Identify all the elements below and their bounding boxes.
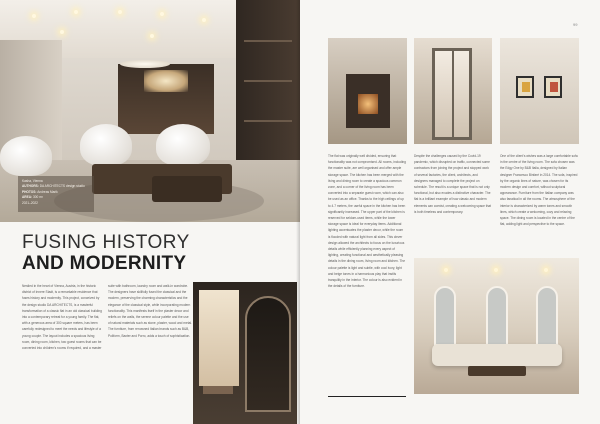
project-caption [18, 176, 94, 212]
chandelier [120, 60, 170, 68]
fireplace-photo [328, 38, 407, 144]
coffee-table [468, 366, 526, 376]
column-end-rule [328, 396, 406, 397]
body-column-1: Nestled in the heart of Vienna, Austria, in the historic district of Innere Stadt, is a remarkable residence that fuses history and modernity. This project, conceived by the design studio DA ARCHITECTS, is a masterful transformation of a classic flat in an old classical building into a contemporary retreat for a young family. The flat, with a generous area of 300 square meters, has been carefully redesigned to meet the needs and lifestyle of a young couple. The layout includes a spacious living room, dining room, kitchen, two guest rooms that can be converted into children's rooms if required, and a master [22, 284, 102, 351]
headline-line-2: AND MODERNITY [22, 253, 187, 274]
ceiling-spotlight [32, 14, 36, 18]
armchair [80, 124, 132, 166]
ceiling-spotlight [150, 34, 154, 38]
ceiling-spotlight [74, 10, 78, 14]
ceiling-spotlight [160, 12, 164, 16]
ceiling-spotlight [118, 10, 122, 14]
side-table [152, 176, 222, 202]
ceiling-spotlight [60, 30, 64, 34]
right-body-column-1: The flat was originally well divided, ensuring that functionality was not compromised. All rooms, including the master suite, are well organised and offer ample storage space. The kitchen has been merged with the living and dining room to create a spacious common zone, and a corner of the living room has been converted into a separate guest room, which can also be used as an office. Thanks to the high ceilings of up to 4.7 meters, the useful space in the kitchen has been significantly increased. The upper part of the kitchen is reserved for seldom-used items, while the lower storage space is ideal for everyday items. Additional lighting accentuates the plaster decor, while the room is flooded with natural light from all sides. This clever design allowed the architects to focus on the luxurious details while efficiently planning every aspect of lighting, creating functional and aesthetically pleasing details in the dining room, living room and kitchen. The colour palette is light and subtle, with cool ivory, light and beige tones in a harmonious play that instils tranquility in the interior. The colour is also evident in the details of the furniture. [328, 154, 406, 289]
ceiling-spotlight [202, 18, 206, 22]
artwork-photo [500, 38, 579, 144]
ceiling-spotlight [494, 268, 498, 272]
hero-photo-living-room [0, 0, 300, 222]
caption-area: AREA: 300 m² [22, 195, 43, 200]
ceiling-spotlight [444, 268, 448, 272]
lounge-photo [414, 258, 579, 394]
sofa [432, 344, 562, 366]
sofa [0, 136, 52, 176]
right-body-column-3: One of the client's wishes was a large comfortable sofa in the centre of the living room. The sofa chosen was the Edgy One by B&B Italia, designed by Italian designer Francesco Binfaré in 2014. The sofa, inspired by the organic lines of nature, was chosen for its modern design and comfort, without sculptural appearance. Furniture from the Italian company was also fanatical in all the rooms. The atmosphere of the interior is characterized by warm tones and smooth lines, which create a welcoming, cozy and relaxing space. The dining room is located in the centre of the flat, adding light and perspective to the space. [500, 154, 578, 227]
caption-authors: AUTHORS: DA ARCHITECTS design studio [22, 184, 85, 189]
dining-doorway [118, 64, 214, 134]
arched-window [536, 286, 558, 346]
headline-line-1: FUSING HISTORY [22, 232, 190, 253]
ceiling-spotlight [544, 268, 548, 272]
glass-door-photo [414, 38, 492, 144]
hallway-photo [193, 282, 297, 424]
caption-project: Kasha, Vienna [22, 179, 43, 183]
caption-photos: PHOTOS: Andreas Marik [22, 189, 58, 194]
right-body-column-2: Despite the challenges caused by the Covid-19 pandemic, which disrupted on traffic, connected some contractors from joining the project and stopped work of several factories, the client, architects, and designers managed to complete the project on schedule. The result is a unique space that is not only functional, but also exudes a distinctive character. The flat is a brilliant example of how classic and modern elements can coexist, creating a welcoming space that is both timeless and contemporary. [414, 154, 492, 214]
arched-window [434, 286, 456, 346]
body-column-2: suite with bathroom, laundry room and walk-in wardrobe. The designers have skillfully fused the classical and the modern, preserving the charming characteristics and the elegance of the classical style, while incorporating modern functionality. This manifests itself in the plaster decor and reliefs on the walls, the serene colour palette and the use of natural materials such as stone, plaster, wood and metal. The furniture, from renowned Italian brands such as B&B, Poliform, Baxter and Porro, adds a touch of sophistication. [108, 284, 192, 338]
armchair [156, 124, 210, 166]
caption-year: 2021–2022 [22, 200, 38, 205]
arched-window [486, 286, 508, 346]
page-number: 99 [573, 22, 578, 27]
